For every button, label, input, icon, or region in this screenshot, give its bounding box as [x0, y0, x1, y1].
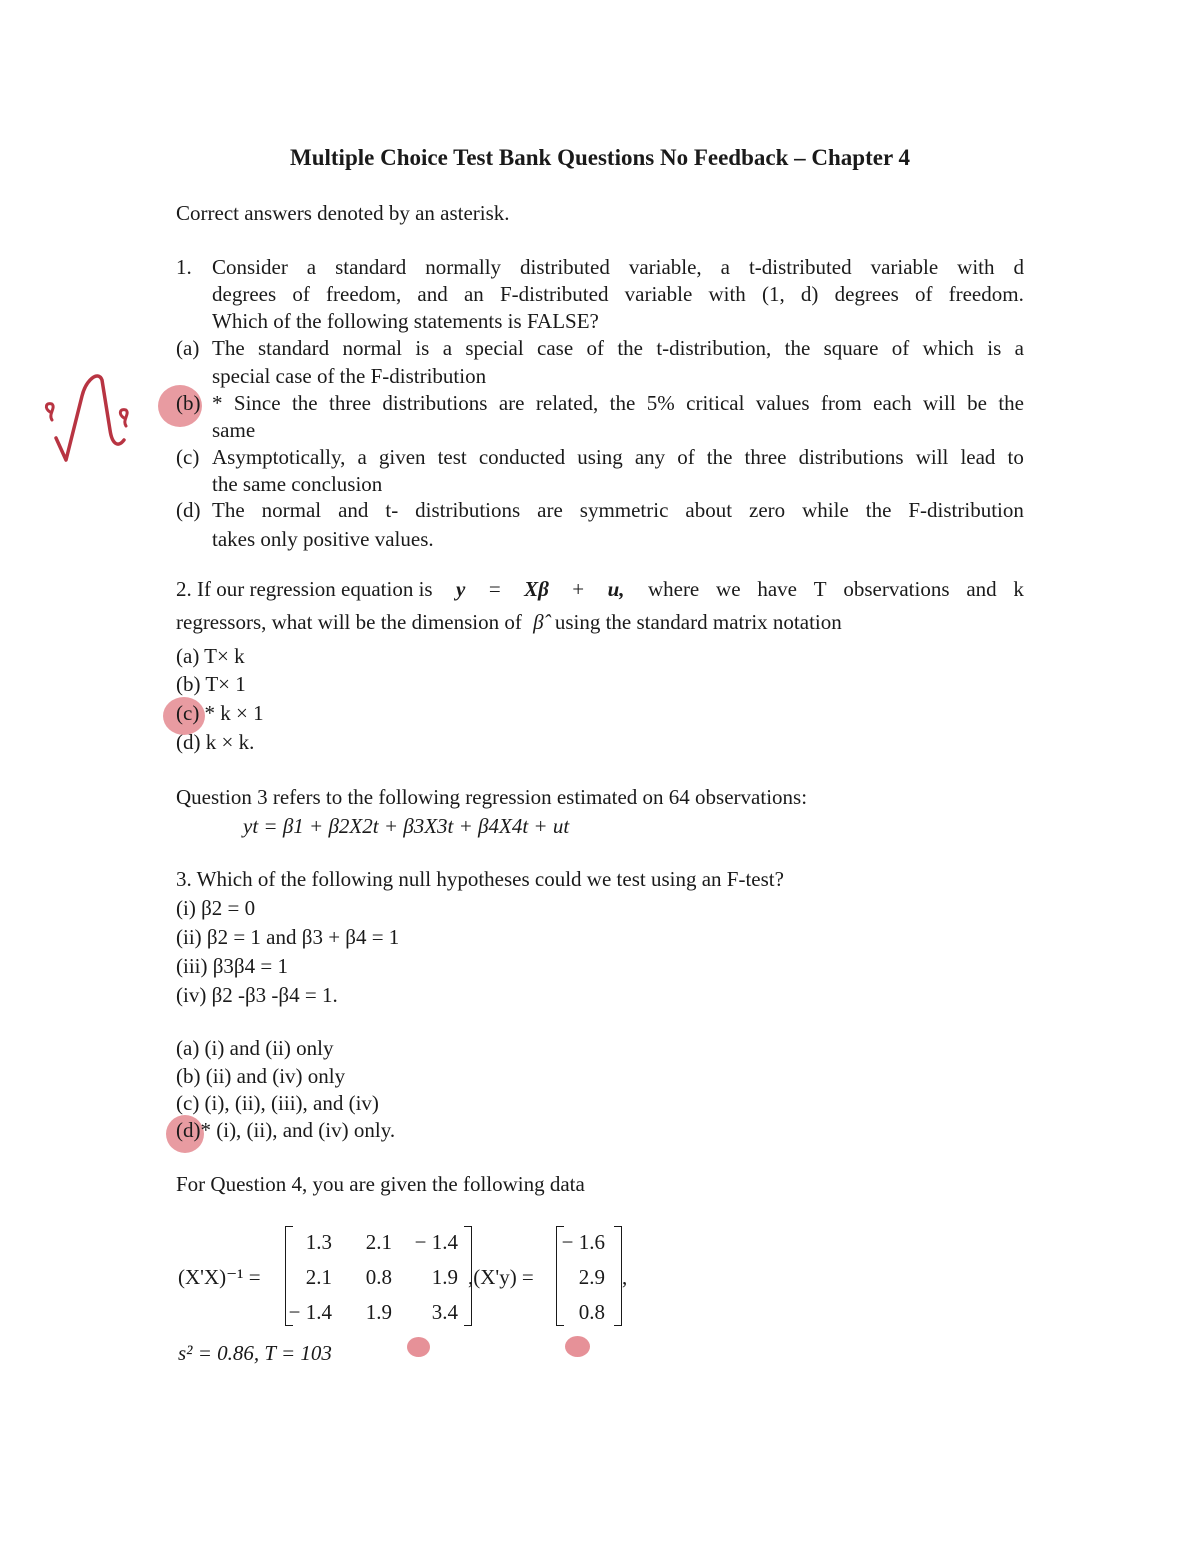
word: have [757, 577, 797, 601]
vector-cell: 0.8 [578, 1300, 605, 1324]
word: d) [800, 282, 819, 306]
word: we [716, 577, 741, 601]
q4-intro: For Question 4, you are given the following data [176, 1172, 585, 1196]
q3-option-d: (d)* (i), (ii), and (iv) only. [176, 1118, 396, 1142]
word: with [957, 255, 995, 279]
matrix-cell: − 1.4 [414, 1230, 458, 1254]
page-title: Multiple Choice Test Bank Questions No Feedback – Chapter 4 [290, 145, 910, 170]
word: conducted [478, 445, 566, 469]
q3-equation: yt = β1 + β2X2t + β3X3t + β4X4t + ut [243, 814, 570, 838]
word: a [306, 255, 317, 279]
word: with [708, 282, 746, 306]
vector-cell: 2.9 [578, 1265, 605, 1289]
word: of [914, 282, 933, 306]
word: is [987, 336, 1002, 360]
word: of [677, 445, 695, 469]
word: of [891, 336, 910, 360]
q3-hypothesis-ii: (ii) β2 = 1 and β3 + β4 = 1 [176, 925, 400, 949]
word: variable, [628, 255, 702, 279]
word: three [329, 391, 372, 415]
q1-a-label: (a) [176, 336, 200, 360]
word: a [720, 255, 730, 279]
q2-line1-pre: 2. If our regression equation is [176, 577, 433, 601]
q3-hypothesis-iii: (iii) β3β4 = 1 [176, 954, 288, 978]
word: the [784, 336, 811, 360]
word: normal [342, 336, 402, 360]
word: which [922, 336, 974, 360]
q3-hypothesis-iv: (iv) β2 -β3 -β4 = 1. [176, 983, 338, 1007]
word: critical [686, 391, 745, 415]
trailing-comma: , [622, 1265, 628, 1289]
q2-eq-y: y [456, 577, 466, 601]
q1-d-line2: takes only positive values. [212, 527, 434, 551]
word: of [586, 336, 604, 360]
word: the [291, 391, 318, 415]
q2-eq-equals: = [488, 577, 501, 601]
word: degrees [212, 282, 277, 306]
word: T [813, 577, 827, 601]
q1-a-line1 [212, 338, 1024, 359]
word: and [338, 498, 369, 522]
q3-option-b: (b) (ii) and (iv) only [176, 1064, 346, 1088]
word: the [998, 391, 1024, 415]
word: variable [624, 282, 693, 306]
red-mark-dot [565, 1336, 590, 1357]
word: variable [870, 255, 939, 279]
word: Asymptotically, [212, 445, 346, 469]
word: related, [535, 391, 599, 415]
word: degrees [834, 282, 899, 306]
word: distributed [520, 255, 610, 279]
q3-intro: Question 3 refers to the following regression estimated on 64 observations: [176, 785, 808, 809]
q1-line3: Which of the following statements is FALSE? [212, 309, 599, 333]
matrix-cell: − 1.4 [288, 1300, 332, 1324]
word: three [744, 445, 787, 469]
q2-eq-plus: + [572, 577, 585, 601]
word: standard [335, 255, 407, 279]
word: distributions [382, 391, 488, 415]
word: The [212, 498, 245, 522]
vector-cell: − 1.6 [561, 1230, 605, 1254]
word: are [537, 498, 563, 522]
word: case [537, 336, 574, 360]
word: special [465, 336, 524, 360]
word: each [873, 391, 912, 415]
word: is [415, 336, 430, 360]
word: the [617, 336, 643, 360]
word: the [706, 445, 733, 469]
matrix-cell: 0.8 [365, 1265, 392, 1289]
word: The [212, 336, 245, 360]
q2-option-b: (b) T× 1 [176, 672, 246, 696]
matrix-cell: 2.1 [365, 1230, 392, 1254]
word: values [755, 391, 810, 415]
word: F-distributed [499, 282, 609, 306]
s2-and-t-values: s² = 0.86, T = 103 [178, 1341, 332, 1365]
word: about [685, 498, 733, 522]
word: * [212, 391, 223, 415]
word: an [463, 282, 484, 306]
word: observations [843, 577, 950, 601]
q2-beta-hat: β̂ [533, 610, 544, 634]
word: to [1007, 445, 1024, 469]
xx-inverse-label: (X'X)⁻¹ = [178, 1265, 261, 1289]
q2-line2 [176, 612, 842, 633]
q2-option-a: (a) T× k [176, 644, 245, 668]
q2-eq-u: u, [607, 577, 625, 601]
matrix-cell: 3.4 [431, 1300, 458, 1324]
word: a [1014, 336, 1024, 360]
word: and [417, 282, 448, 306]
q1-a-line2: special case of the F-distribution [212, 364, 487, 388]
q1-b-label: (b) [176, 391, 201, 415]
matrix-cell: 2.1 [305, 1265, 332, 1289]
q3-option-a: (a) (i) and (ii) only [176, 1036, 334, 1060]
q2-eq-xbeta: Xβ [524, 577, 549, 601]
word: normal [261, 498, 322, 522]
word: will [915, 445, 949, 469]
word: a [442, 336, 453, 360]
q1-c-label: (c) [176, 445, 200, 469]
word: Since [233, 391, 281, 415]
word: using [577, 445, 623, 469]
word: symmetric [579, 498, 669, 522]
word: F-distribution [908, 498, 1024, 522]
word: test [437, 445, 467, 469]
word: of [292, 282, 310, 306]
q2-line1-post [648, 579, 1024, 600]
word: (1, [761, 282, 785, 306]
word: lead [960, 445, 996, 469]
matrix-cell: 1.9 [365, 1300, 392, 1324]
word: standard [258, 336, 330, 360]
word: 5% [646, 391, 675, 415]
q1-d-label: (d) [176, 498, 201, 522]
word: given [378, 445, 426, 469]
q2-line2-pre: regressors, what will be the dimension of [176, 610, 522, 634]
q3-stem: 3. Which of the following null hypotheses could we test using an F-test? [176, 867, 784, 891]
word: a [357, 445, 367, 469]
word: be [967, 391, 987, 415]
q1-b-line1 [212, 393, 1024, 414]
q3-hypothesis-i: (i) β2 = 0 [176, 896, 256, 920]
word: the [609, 391, 636, 415]
matrix-cell: 1.3 [305, 1230, 332, 1254]
q3-option-c: (c) (i), (ii), (iii), and (iv) [176, 1091, 379, 1115]
intro-text: Correct answers denoted by an asterisk. [176, 201, 510, 225]
q1-c-line1 [212, 447, 1024, 468]
matrix-cell: 1.9 [431, 1265, 458, 1289]
word: freedom. [948, 282, 1024, 306]
xy-label: ,(X'y) = [468, 1265, 534, 1289]
q1-line1 [212, 257, 1024, 278]
q1-b-line2: same [212, 418, 256, 442]
word: while [802, 498, 849, 522]
word: and [966, 577, 997, 601]
q2-option-c: (c) * k × 1 [176, 701, 264, 725]
word: where [647, 577, 700, 601]
word: freedom, [326, 282, 402, 306]
word: t- [385, 498, 399, 522]
word: t-distributed [748, 255, 852, 279]
red-mark-dot [407, 1337, 430, 1357]
q1-d-line1 [212, 500, 1024, 521]
word: distributions [798, 445, 904, 469]
q1-line2 [212, 284, 1024, 305]
q2-line2-post: using the standard matrix notation [554, 610, 842, 634]
q1-number: 1. [176, 255, 192, 279]
word: the [865, 498, 892, 522]
word: d [1013, 255, 1024, 279]
q2-option-d: (d) k × k. [176, 730, 255, 754]
word: are [498, 391, 525, 415]
word: normally [425, 255, 502, 279]
word: t-distribution, [656, 336, 772, 360]
handwritten-annotation [36, 364, 136, 464]
word: from [820, 391, 862, 415]
word: distributions [415, 498, 521, 522]
word: any [634, 445, 666, 469]
word: k [1013, 577, 1024, 601]
word: zero [749, 498, 786, 522]
word: Consider [212, 255, 288, 279]
vector-right-bracket [614, 1226, 622, 1326]
q1-c-line2: the same conclusion [212, 472, 383, 496]
q2-line1 [176, 579, 1024, 600]
word: square [823, 336, 879, 360]
word: will [923, 391, 956, 415]
